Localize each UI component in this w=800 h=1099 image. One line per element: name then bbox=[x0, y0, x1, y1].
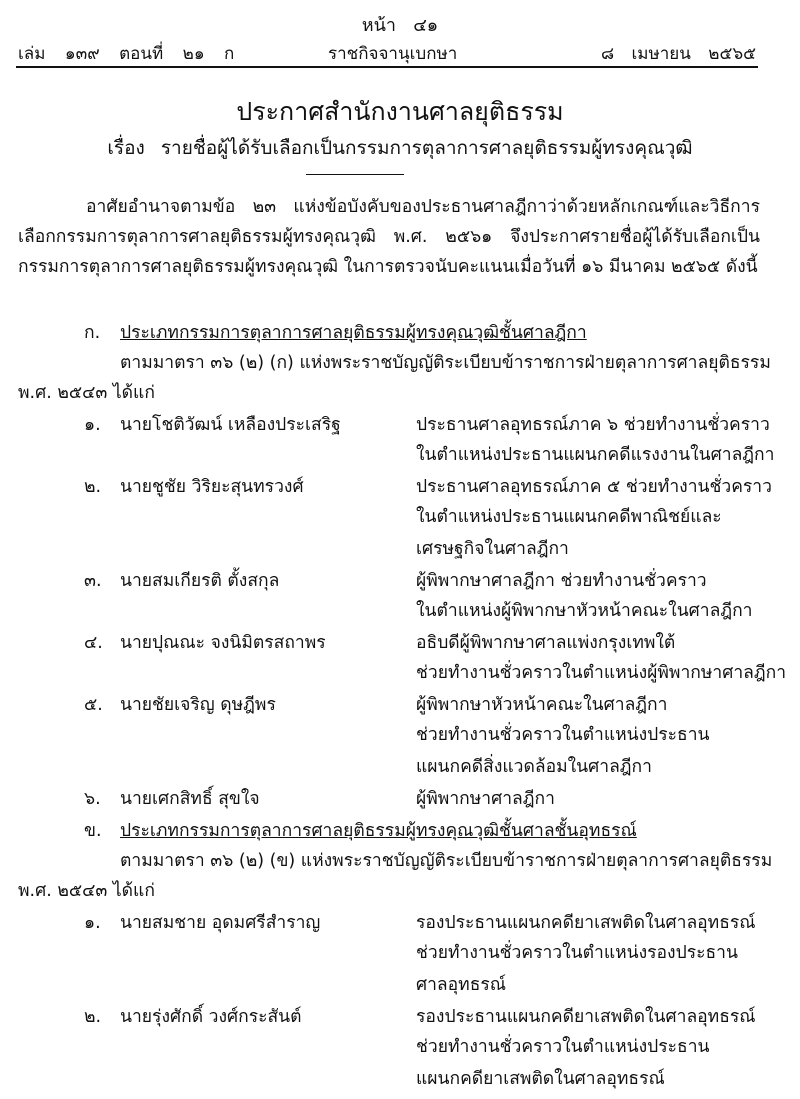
member-number: ๒. bbox=[84, 477, 102, 497]
member-b1-position: ช่วยทำงานชั่วคราวในตำแหน่งรองประธาน bbox=[416, 943, 738, 963]
member-a3-position: ในตำแหน่งผู้พิพากษาหัวหน้าคณะในศาลฎีกา bbox=[416, 601, 753, 621]
member-number: ๑. bbox=[84, 415, 101, 435]
member-number: ๔. bbox=[84, 633, 103, 653]
section-title: ประเภทกรรมการตุลาการศาลยุติธรรมผู้ทรงคุณวุฒิชั้นศาลฎีกา bbox=[120, 323, 587, 343]
publication-name: ราชกิจจานุเบกษา bbox=[328, 44, 458, 64]
issue-number: ๒๑ bbox=[182, 44, 205, 64]
member-number: ๒. bbox=[84, 1007, 102, 1027]
member-name: นายสมชาย อุดมศรีสำราญ bbox=[120, 913, 321, 933]
issue-label: ตอนที่ bbox=[119, 44, 164, 64]
publication-date bbox=[589, 40, 756, 67]
subject-label: เรื่อง bbox=[107, 137, 145, 159]
issue-section: ก bbox=[224, 44, 235, 64]
section-title: ประเภทกรรมการตุลาการศาลยุติธรรมผู้ทรงคุณวุฒิชั้นศาลชั้นอุทธรณ์ bbox=[120, 821, 637, 841]
member-a5-position: ผู้พิพากษาหัวหน้าคณะในศาลฎีกา bbox=[416, 695, 668, 715]
header-divider bbox=[16, 66, 758, 68]
section-a-law-ref-cont: พ.ศ. ๒๕๔๓ ได้แก่ bbox=[18, 383, 155, 403]
member-name: นายโชติวัฒน์ เหลืองประเสริฐ bbox=[120, 415, 341, 435]
volume-number: ๑๓๙ bbox=[64, 44, 100, 64]
volume-info bbox=[18, 40, 248, 67]
title-divider bbox=[306, 174, 404, 175]
member-a1-position: ในตำแหน่งประธานแผนกคดีแรงงานในศาลฎีกา bbox=[416, 445, 775, 465]
member-name: นายปุณณะ จงนิมิตรสถาพร bbox=[120, 633, 326, 653]
document-title: ประกาศสำนักงานศาลยุติธรรม bbox=[236, 97, 564, 126]
member-name: นายชูชัย วิริยะสุนทรวงศ์ bbox=[120, 477, 304, 497]
date-year: ๒๕๖๕ bbox=[708, 44, 756, 64]
member-a4-position: ช่วยทำงานชั่วคราวในตำแหน่งผู้พิพากษาศาลฎีกา bbox=[416, 663, 787, 683]
subject-text: รายชื่อผู้ได้รับเลือกเป็นกรรมการตุลาการศาลยุติธรรมผู้ทรงคุณวุฒิ bbox=[160, 137, 693, 159]
section-marker: ก. bbox=[84, 323, 101, 343]
page-number-value: ๔๑ bbox=[413, 15, 439, 36]
section-marker: ข. bbox=[84, 821, 102, 841]
member-b1-position: ศาลอุทธรณ์ bbox=[416, 975, 507, 995]
member-a1-position: ประธานศาลอุทธรณ์ภาค ๖ ช่วยทำงานชั่วคราว bbox=[416, 415, 770, 435]
intro-paragraph: อาศัยอำนาจตามข้อ ๒๓ แห่งข้อบังคับของประธานศาลฎีกาว่าด้วยหลักเกณฑ์และวิธีการเลือกกรรมการตุลาการศาลยุติธรรมผู้ทรงคุณวุฒิ พ.ศ. ๒๕๖๑ จึงประกาศรายชื่อผู้ได้รับเลือกเป็นกรรมการตุลาการศาลยุติธรรมผู้ทรงคุณวุฒิ ในการตรวจนับคะแนนเมื่อวันที่ ๑๖ มีนาคม ๒๕๖๕ ดังนี้ bbox=[18, 197, 760, 277]
member-a2-position: ประธานศาลอุทธรณ์ภาค ๕ ช่วยทำงานชั่วคราว bbox=[416, 477, 772, 497]
member-b2-position: แผนกคดียาเสพติดในศาลอุทธรณ์ bbox=[416, 1069, 665, 1089]
member-a6-position: ผู้พิพากษาศาลฎีกา bbox=[416, 789, 555, 809]
member-number: ๕. bbox=[84, 695, 103, 715]
section-b-law-ref: ตามมาตรา ๓๖ (๒) (ข) แห่งพระราชบัญญัติระเบียบข้าราชการฝ่ายตุลาการศาลยุติธรรม bbox=[120, 851, 773, 871]
member-a4-position: อธิบดีผู้พิพากษาศาลแพ่งกรุงเทพใต้ bbox=[416, 633, 676, 653]
section-a-law-ref: ตามมาตรา ๓๖ (๒) (ก) แห่งพระราชบัญญัติระเบียบข้าราชการฝ่ายตุลาการศาลยุติธรรม bbox=[120, 353, 771, 373]
page-label: หน้า bbox=[361, 15, 397, 36]
member-a5-position: แผนกคดีสิ่งแวดล้อมในศาลฎีกา bbox=[416, 757, 652, 777]
member-b2-position: ช่วยทำงานชั่วคราวในตำแหน่งประธาน bbox=[416, 1037, 710, 1057]
member-number: ๓. bbox=[84, 571, 102, 591]
member-a3-position: ผู้พิพากษาศาลฎีกา ช่วยทำงานชั่วคราว bbox=[416, 571, 707, 591]
member-number: ๖. bbox=[84, 789, 101, 809]
member-a2-position: ในตำแหน่งประธานแผนกคดีพาณิชย์และ bbox=[416, 507, 722, 527]
member-name: นายสมเกียรติ ตั้งสกุล bbox=[120, 571, 280, 591]
member-a2-position: เศรษฐกิจในศาลฎีกา bbox=[416, 539, 569, 559]
volume-label: เล่ม bbox=[18, 44, 46, 64]
page-number bbox=[0, 10, 800, 39]
member-name: นายเศกสิทธิ์ สุขใจ bbox=[120, 789, 260, 809]
member-b1-position: รองประธานแผนกคดียาเสพติดในศาลอุทธรณ์ bbox=[416, 913, 756, 933]
member-b2-position: รองประธานแผนกคดียาเสพติดในศาลอุทธรณ์ bbox=[416, 1007, 756, 1027]
section-b-law-ref-cont: พ.ศ. ๒๕๔๓ ได้แก่ bbox=[18, 881, 155, 901]
member-a5-position: ช่วยทำงานชั่วคราวในตำแหน่งประธาน bbox=[416, 725, 710, 745]
member-name: นายชัยเจริญ ดุษฎีพร bbox=[120, 695, 276, 715]
member-number: ๑. bbox=[84, 913, 101, 933]
member-name: นายรุ่งศักดิ์ วงศ์กระสันต์ bbox=[120, 1007, 302, 1027]
date-day: ๘ bbox=[600, 44, 615, 64]
document-subject bbox=[0, 133, 800, 163]
date-month: เมษายน bbox=[631, 44, 691, 64]
